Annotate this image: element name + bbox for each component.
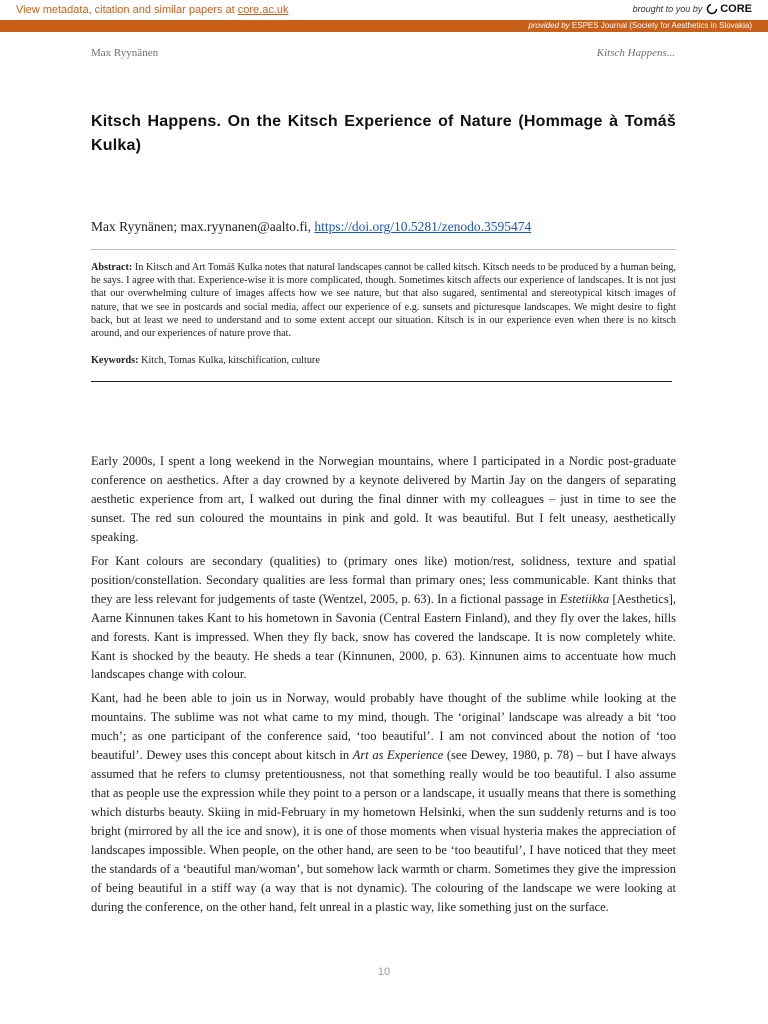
core-header-bar (0, 0, 768, 20)
divider-top (91, 249, 676, 250)
core-logo-icon (706, 3, 718, 15)
paragraph-2-part-a: For Kant colours are secondary (qualities) to (primary ones like) motion/rest, solidness, texture and spatial position/constellation. Secondary qualities are less formal than primary ones; less communicable. Kant thinks that they are less relevant for judgements of taste (Wentzel, 2005, p. 63). In a fictional passage in (91, 553, 676, 606)
provider-source: ESPES Journal (Society for Aesthetics in Slovakia) (571, 21, 752, 30)
paragraph-3 (91, 689, 676, 916)
page-number: 10 (377, 966, 391, 978)
paragraph-2-italic: Estetiikka (559, 591, 610, 606)
keywords-text: Kitch, Tomas Kulka, kitschification, culture (141, 355, 320, 366)
divider-bottom (91, 381, 672, 382)
abstract-label: Abstract: (91, 262, 133, 273)
article-title: Kitsch Happens. On the Kitsch Experience of Nature (Hommage à Tomáš Kulka) (91, 113, 676, 154)
doi-link[interactable]: https://doi.org/10.5281/zenodo.3595474 (314, 219, 532, 234)
abstract (91, 261, 676, 340)
running-head-author: Max Ryynänen (91, 47, 159, 59)
keywords-label: Keywords: (91, 355, 139, 366)
core-brought-label: brought to you by (632, 4, 703, 14)
paragraph-2-part-b: [Aesthetics], Aarne Kinnunen takes Kant to his hometown in Savonia (Central Eastern Finland), and they fly over the lakes, hills and forests. Kant is impressed. When they fly back, snow has covered the landscape. It is now completely white. Kant is shocked by the beauty. He sheds a tear (Kinnunen, 2000, p. 63). Kinnunen aims to accentuate how much landscapes change with colour. (91, 591, 676, 682)
core-link[interactable]: core.ac.uk (237, 4, 289, 16)
core-metadata-notice (16, 4, 289, 16)
paragraph-1: Early 2000s, I spent a long weekend in the Norwegian mountains, where I participated in a Nordic post-graduate conference on aesthetics. After a day crowned by a keynote delivered by Martin Jay on the dangers of separating aesthetic experience from art, I walked out during the final dinner with my colleagues – just in time to see the sunset. The red sun coloured the mountains in pink and gold. It was beautiful. But I felt uneasy, aesthetically speaking. (91, 454, 676, 544)
body-text (91, 452, 676, 922)
paragraph-3-part-a: Kant, had he been able to join us in Norway, would probably have thought of the sublime while looking at the mountains. The sublime was not what came to my mind, though. The ‘original’ landscape was already a bit ‘too much’; as one participant of the conference said, ‘too beautiful’. I am not convinced about the notion of ‘too beautiful’. Dewey uses this concept about kitsch in (91, 691, 676, 763)
paragraph-2 (91, 552, 676, 685)
author-contact: Max Ryynänen; max.ryynanen@aalto.fi, (91, 219, 311, 234)
paragraph-3-italic: Art as Experience (352, 748, 444, 763)
provider-band (0, 20, 768, 32)
core-brought-by (633, 3, 752, 15)
keywords (91, 355, 320, 366)
core-metadata-prefix: View metadata, citation and similar papers at (16, 4, 235, 16)
provided-label: provided by (528, 21, 570, 30)
core-logo[interactable] (706, 3, 752, 15)
core-logo-text: CORE (720, 3, 752, 15)
abstract-text: In Kitsch and Art Tomáš Kulka notes that natural landscapes cannot be called kitsch. Kitsch needs to be produced by a human being, he says. I agree with that. Experience-wise it is more complicated, though. Sometimes kitsch affects our experience of landscapes. It is not just that our overwhelming culture of images affects how we see nature, but that also sugared, sentimental and stereotypical kitsch images of nature, that we see in postcards and social media, affect our experience of e.g. sunsets and picturesque landscapes. We might desire to fight back, but at least we need to understand and to some extent accept our situation. Kitsch is in our experience even when there is no kitsch around, and our experiences of nature prove that. (91, 262, 677, 340)
provider-text (528, 21, 752, 30)
running-head-title: Kitsch Happens... (596, 47, 675, 59)
byline (91, 219, 531, 235)
paragraph-3-part-b: (see Dewey, 1980, p. 78) – but I have always assumed that he refers to clumsy pretentiousness, not that something really would be too beautiful. I also assume that as people use the expression while they point to a person or a landscape, it usually means that there is something which disturbs beauty. Skiing in mid-February in my hometown Helsinki, when the sun suddenly returns and is too bright (mirrored by all the ice and snow), it is one of those moments when visual hysteria makes the appreciation of landscapes impossible. When people, on the other hand, are seen to be ‘too beautiful’, I have noticed that they meet the standards of a ‘beautiful man/woman’, but somehow lack warmth or charm. Sometimes they give the impression of being beautiful in a stiff way (a way that is not dynamic). The colouring of the landscape we were looking at during the conference, on the other hand, felt unreal in a plastic way, like something just on the surface. (91, 748, 676, 914)
